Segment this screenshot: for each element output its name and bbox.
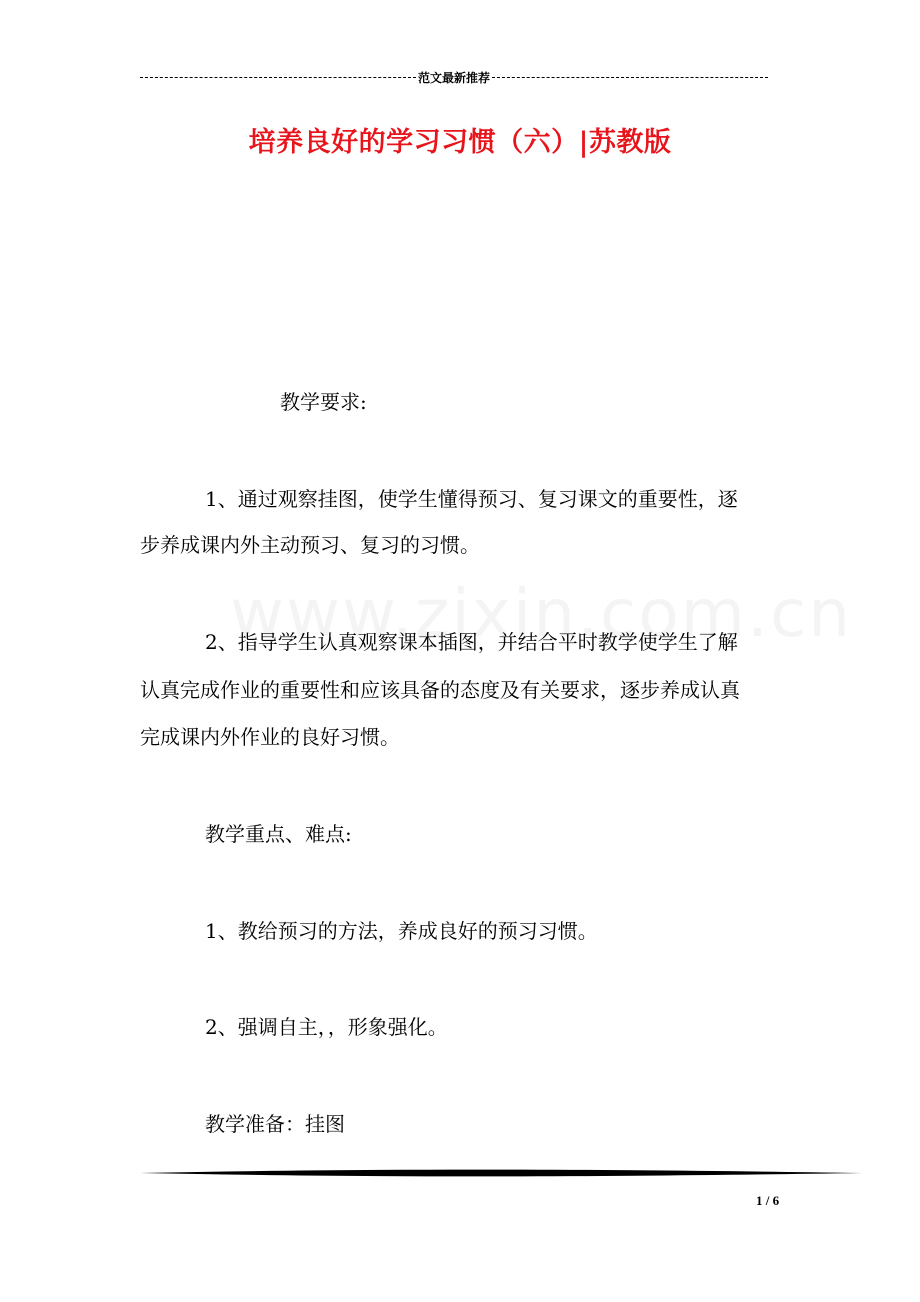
key-point-1: 1、教给预习的方法，养成良好的预习习惯。 bbox=[205, 919, 598, 943]
header-dash-right bbox=[492, 77, 768, 78]
key-points-heading: 教学重点、难点: bbox=[205, 822, 352, 846]
page-header bbox=[140, 68, 768, 86]
requirement-2-line-1: 2、指导学生认真观察课本插图，并结合平时教学使学生了解 bbox=[205, 630, 738, 654]
header-label: 范文最新推荐 bbox=[418, 70, 491, 85]
key-point-2: 2、强调自主，，形象强化。 bbox=[205, 1015, 448, 1039]
requirement-1-line-2: 步养成课内外主动预习、复习的习惯。 bbox=[140, 533, 480, 557]
header-dash-left bbox=[140, 77, 416, 78]
requirements-heading: 教学要求: bbox=[280, 390, 367, 414]
document-title: 培养良好的学习习惯（六）|苏教版 bbox=[248, 127, 672, 158]
requirement-2-line-2: 认真完成作业的重要性和应该具备的态度及有关要求，逐步养成认真 bbox=[140, 678, 740, 702]
footer-rule bbox=[140, 1166, 862, 1180]
page-number: 1 / 6 bbox=[756, 1193, 780, 1208]
preparation: 教学准备：挂图 bbox=[205, 1112, 345, 1136]
requirement-2-line-3: 完成课内外作业的良好习惯。 bbox=[140, 725, 400, 749]
requirement-1-line-1: 1、通过观察挂图，使学生懂得预习、复习课文的重要性，逐 bbox=[205, 487, 738, 511]
